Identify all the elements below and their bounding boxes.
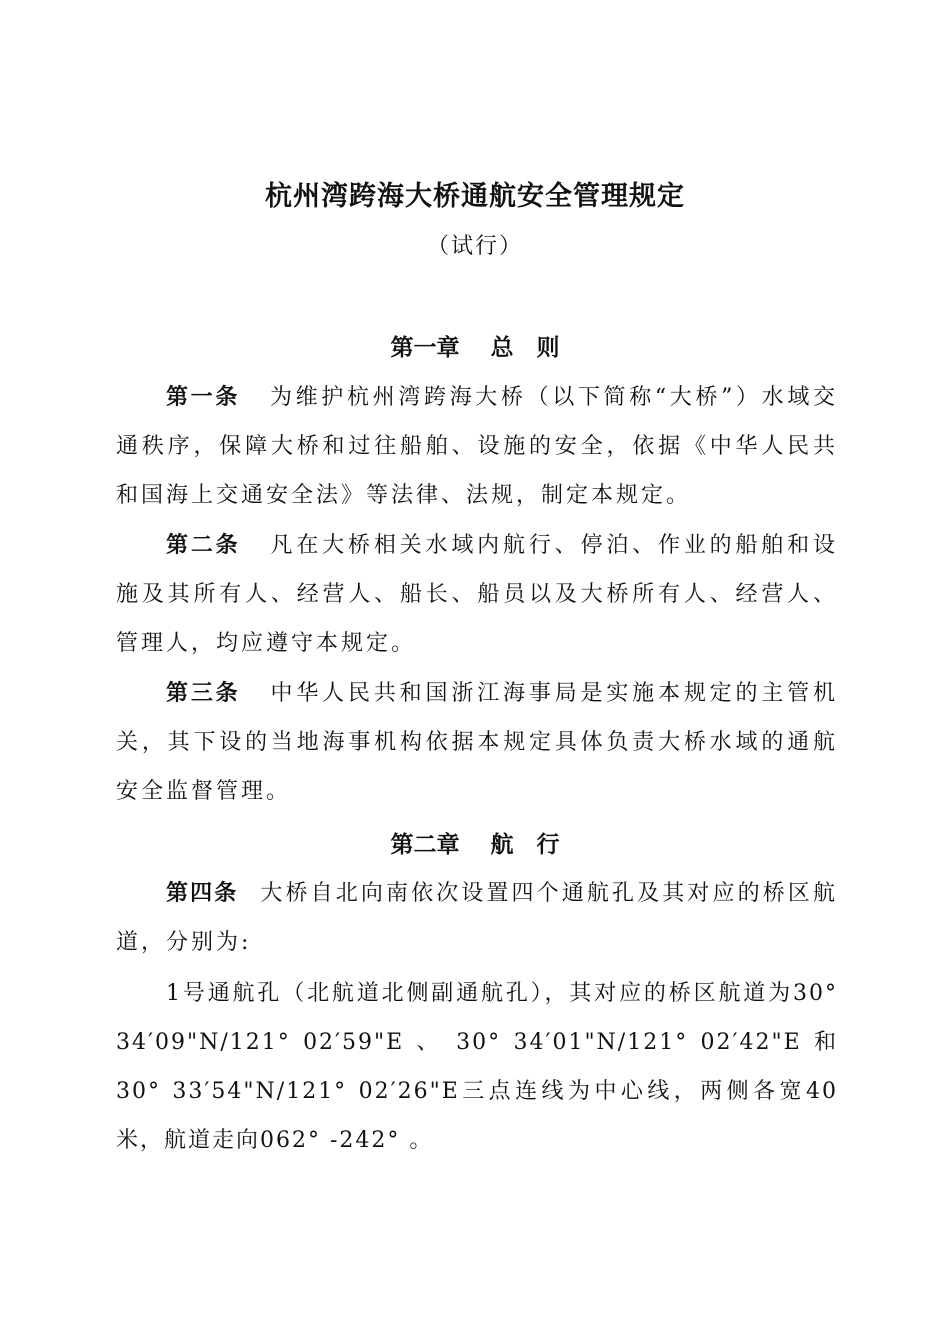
document-subtitle: （试行） xyxy=(426,234,523,259)
article-number: 第四条 xyxy=(166,881,239,906)
article-paragraph xyxy=(116,669,838,816)
article-number: 第一条 xyxy=(166,385,240,410)
article-text: 中华人民共和国浙江海事局是实施本规定的主管机关，其下设的当地海事机构依据本规定具体负责大桥水域的通航安全监督管理。 xyxy=(116,681,838,804)
article-paragraph xyxy=(116,373,838,520)
chapter-heading: 第一章 总 则 xyxy=(390,335,560,361)
chapter-heading: 第二章 航 行 xyxy=(390,832,560,858)
article-paragraph xyxy=(116,521,838,668)
article-text: 为维护杭州湾跨海大桥（以下简称“大桥”）水域交通秩序，保障大桥和过往船舶、设施的安全，依据《中华人民共和国海上交通安全法》等法律、法规，制定本规定。 xyxy=(116,385,838,508)
clause-paragraph: 1号通航孔（北航道北侧副通航孔），其对应的桥区航道为30° 34′09"N/121° 02′59"E 、 30° 34′01"N/121° 02′42"E 和30° 33′54"N/121° 02′26"E三点连线为中心线，两侧各宽40米，航道走向062° -242° 。 xyxy=(116,981,838,1153)
document-title: 杭州湾跨海大桥通航安全管理规定 xyxy=(265,181,685,212)
article-text: 大桥自北向南依次设置四个通航孔及其对应的桥区航道，分别为: xyxy=(116,881,838,955)
article-text: 凡在大桥相关水域内航行、停泊、作业的船舶和设施及其所有人、经营人、船长、船员以及大桥所有人、经营人、管理人，均应遵守本规定。 xyxy=(116,533,838,656)
article-number: 第二条 xyxy=(166,533,241,558)
article-number: 第三条 xyxy=(166,681,241,706)
article-paragraph xyxy=(116,869,838,967)
